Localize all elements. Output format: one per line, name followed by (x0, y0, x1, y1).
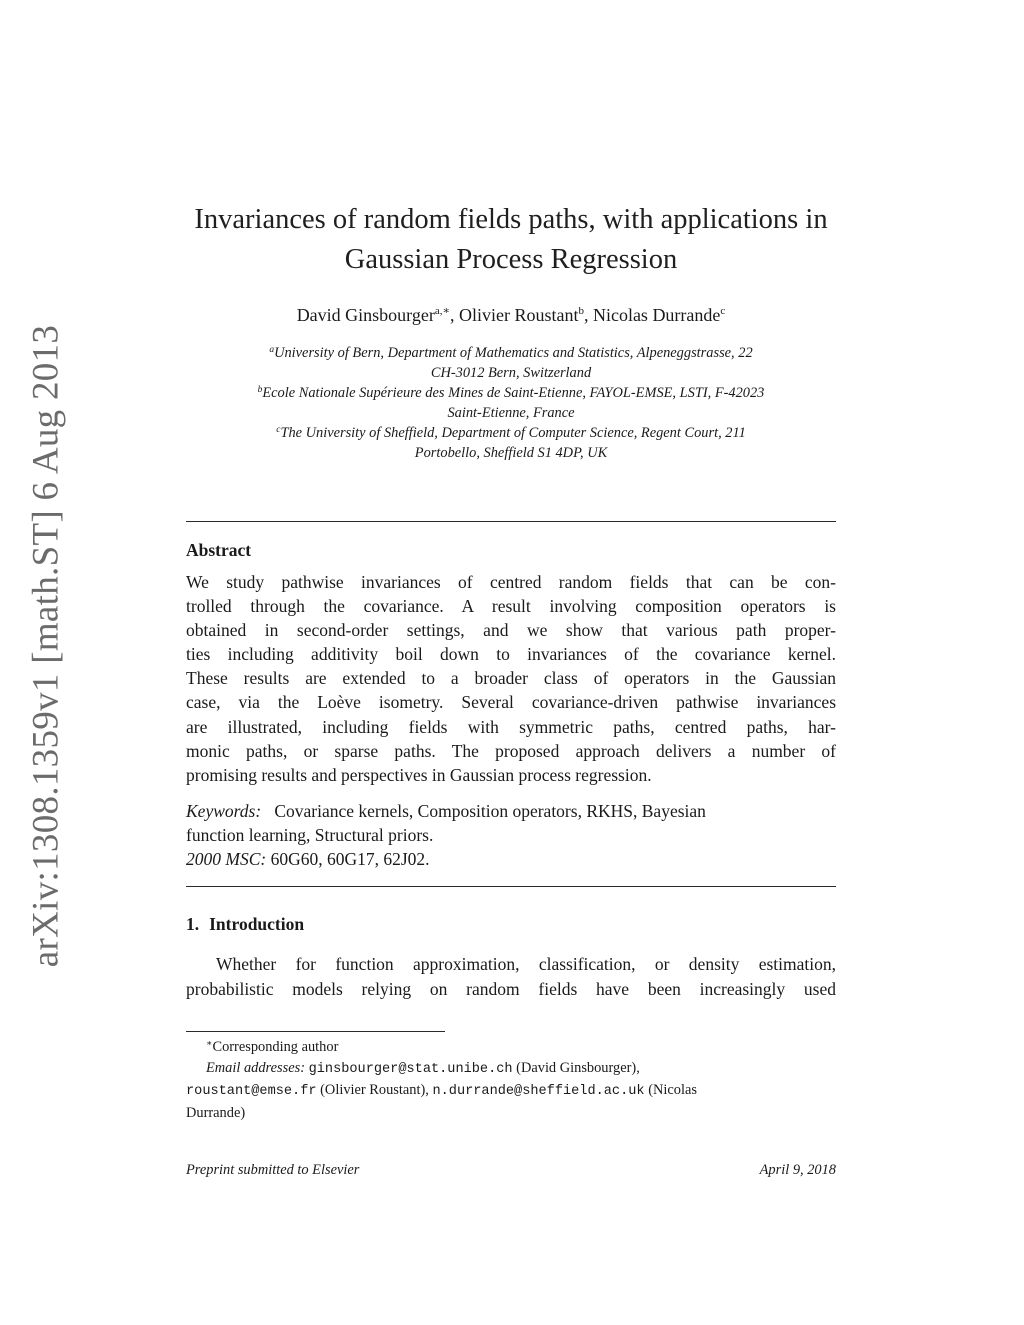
affiliation-c-line-2: Portobello, Sheffield S1 4DP, UK (414, 445, 608, 461)
affiliation-mark: a (269, 345, 275, 355)
affiliation-text: Ecole Nationale Supérieure des Mines de Saint-Etienne, FAYOL-EMSE, LSTI, F-42023 (262, 385, 765, 401)
author-separator: , (583, 305, 593, 325)
abstract-line: These results are extended to a broader class of operators in the Gaussian (186, 668, 836, 689)
introduction-body (186, 952, 836, 1001)
affiliation-c-line-1 (186, 423, 836, 443)
title-line-1: Invariances of random fields paths, with applications in (194, 204, 828, 235)
keywords-line-1 (186, 799, 836, 823)
introduction-line: Whether for function approximation, classification, or density estimation, (216, 954, 836, 974)
email-owner: (Nicolas (648, 1082, 697, 1098)
footnotes (186, 1037, 836, 1123)
msc-label: 2000 MSC: (186, 849, 267, 870)
author-affiliation-mark: b (578, 305, 584, 317)
arxiv-side-stamp: arXiv:1308.1359v1 [math.ST] 6 Aug 2013 (25, 324, 67, 968)
author-name: Olivier Roustant (458, 305, 579, 325)
email-owner: (Olivier Roustant), (320, 1082, 429, 1098)
abstract-line: promising results and perspectives in Gaussian process regression. (186, 764, 652, 785)
abstract-line: case, via the Loève isometry. Several covariance-driven pathwise invariances (186, 692, 836, 713)
keywords-line-2: function learning, Structural priors. (186, 825, 434, 846)
paper-title (186, 200, 836, 280)
section-heading-introduction (186, 912, 304, 936)
keywords-text: Covariance kernels, Composition operators, RKHS, Bayesian (274, 801, 706, 821)
affiliation-mark: b (257, 385, 263, 395)
affiliation-text: University of Bern, Department of Mathematics and Statistics, Alpeneggstrasse, 22 (274, 345, 753, 361)
affiliation-a-line-2: CH-3012 Bern, Switzerland (430, 365, 592, 381)
author-list (186, 302, 836, 328)
introduction-line: probabilistic models relying on random fields have been increasingly used (186, 978, 836, 999)
section-title: Introduction (209, 914, 305, 934)
author-affiliation-mark: a,∗ (434, 305, 450, 317)
msc-line (186, 847, 836, 871)
abstract-line: We study pathwise invariances of centred random fields that can be con- (186, 572, 836, 592)
abstract-line: obtained in second-order settings, and we show that various path proper- (186, 620, 836, 641)
abstract-body (186, 570, 836, 787)
email-link[interactable]: roustant@emse.fr (186, 1084, 317, 1099)
email-owner: (David Ginsbourger), (516, 1059, 640, 1076)
abstract-line: ties including additivity boil down to invariances of the covariance kernel. (186, 644, 836, 665)
footnote-rule (186, 1031, 445, 1032)
keywords-label: Keywords: (186, 801, 262, 821)
abstract-line: monic paths, or sparse paths. The proposed approach delivers a number of (186, 740, 836, 761)
abstract-bottom-rule (186, 886, 836, 887)
author-name: David Ginsbourger (296, 305, 435, 325)
abstract-line: trolled through the covariance. A result involving composition operators is (186, 596, 836, 617)
author-name: Nicolas Durrande (592, 305, 721, 325)
section-number: 1. (186, 914, 200, 934)
footnote-mark: ∗ (206, 1039, 213, 1049)
email-line-1 (186, 1058, 836, 1081)
corresponding-author-text: Corresponding author (212, 1039, 339, 1055)
abstract-heading: Abstract (186, 540, 252, 560)
email-line-3: Durrande) (186, 1104, 246, 1121)
footer-date: April 9, 2018 (759, 1162, 836, 1178)
affiliation-text: The University of Sheffield, Department of Computer Science, Regent Court, 211 (280, 425, 746, 441)
affiliation-a-line-1 (186, 343, 836, 363)
preprint-note: Preprint submitted to Elsevier (186, 1162, 360, 1178)
email-link[interactable]: ginsbourger@stat.unibe.ch (308, 1061, 513, 1077)
keywords-block (186, 799, 836, 871)
email-label: Email addresses: (206, 1059, 305, 1076)
abstract-line: are illustrated, including fields with symmetric paths, centred paths, har- (186, 716, 836, 737)
affiliation-mark: c (276, 425, 281, 435)
email-link[interactable]: n.durrande@sheffield.ac.uk (432, 1084, 645, 1099)
email-line-2 (186, 1080, 836, 1103)
affiliation-b-line-1 (186, 383, 836, 403)
author-affiliation-mark: c (720, 305, 726, 317)
affiliation-list (186, 343, 836, 463)
corresponding-author-note (186, 1037, 836, 1058)
abstract-top-rule (186, 521, 836, 522)
title-line-2: Gaussian Process Regression (344, 244, 678, 275)
affiliation-b-line-2: Saint-Etienne, France (447, 405, 575, 421)
author-separator: , (449, 305, 459, 325)
msc-codes: 60G60, 60G17, 62J02. (270, 849, 430, 870)
